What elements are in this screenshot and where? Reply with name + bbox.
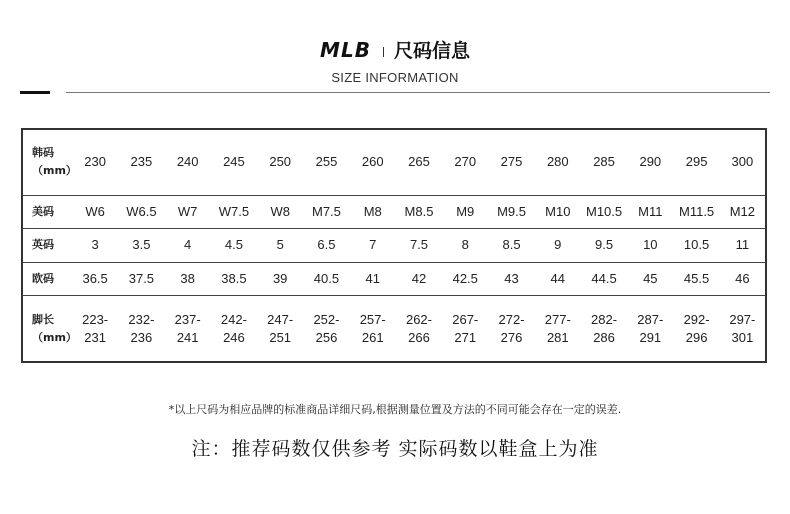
size-cell: 37.5 bbox=[118, 262, 164, 296]
size-cell: 260 bbox=[350, 129, 396, 195]
size-cell-line: 281 bbox=[546, 329, 569, 345]
size-cell: 295 bbox=[673, 129, 719, 195]
size-cell bbox=[720, 296, 766, 362]
title-divider bbox=[383, 47, 384, 57]
size-cell: 240 bbox=[165, 129, 211, 195]
size-cell bbox=[165, 296, 211, 362]
size-cell: 10.5 bbox=[673, 229, 719, 263]
size-cell: W7 bbox=[165, 195, 211, 229]
size-cell: M9 bbox=[442, 195, 488, 229]
size-cell: M11 bbox=[627, 195, 673, 229]
row-label bbox=[22, 129, 77, 195]
size-cell-line: 236 bbox=[130, 329, 153, 345]
size-cell: 42.5 bbox=[442, 262, 488, 296]
size-cell: 43 bbox=[488, 262, 534, 296]
row-label bbox=[22, 262, 72, 296]
size-cell: W6.5 bbox=[118, 195, 164, 229]
size-cell: 6.5 bbox=[303, 229, 349, 263]
us-size-row bbox=[22, 195, 766, 229]
korean-size-row bbox=[22, 129, 766, 195]
page-header bbox=[0, 0, 790, 100]
title-row bbox=[0, 38, 790, 63]
size-cell: 36.5 bbox=[72, 262, 118, 296]
size-cell bbox=[442, 296, 488, 362]
size-cell: 39 bbox=[257, 262, 303, 296]
row-label bbox=[22, 296, 77, 362]
size-cell-line: 261 bbox=[361, 329, 384, 345]
size-cell: 9.5 bbox=[581, 229, 627, 263]
size-cell bbox=[488, 296, 534, 362]
size-cell: 10 bbox=[627, 229, 673, 263]
size-cell: W8 bbox=[257, 195, 303, 229]
page-subtitle: SIZE INFORMATION bbox=[331, 70, 459, 85]
row-label-line: 美码 bbox=[32, 204, 54, 218]
size-cell: 45.5 bbox=[673, 262, 719, 296]
size-cell bbox=[396, 296, 442, 362]
size-cell: 270 bbox=[442, 129, 488, 195]
size-cell-line: 266 bbox=[408, 329, 430, 345]
size-cell: 40.5 bbox=[303, 262, 349, 296]
size-cell: 290 bbox=[627, 129, 673, 195]
size-cell: 44.5 bbox=[581, 262, 627, 296]
size-cell-line: 291 bbox=[639, 329, 662, 345]
size-cell: M11.5 bbox=[673, 195, 719, 229]
row-label-line: 韩码 bbox=[32, 146, 54, 160]
size-cell-line: 247- bbox=[267, 311, 294, 327]
page-title: 尺码信息 bbox=[393, 40, 470, 62]
size-cell: 285 bbox=[581, 129, 627, 195]
row-label-line: 英码 bbox=[32, 238, 54, 252]
size-cell: 3 bbox=[72, 229, 118, 263]
size-cell: W6 bbox=[72, 195, 118, 229]
size-cell: 3.5 bbox=[118, 229, 164, 263]
size-cell: 250 bbox=[257, 129, 303, 195]
size-cell: 8.5 bbox=[488, 229, 534, 263]
size-cell bbox=[673, 296, 719, 362]
size-cell-line: 257- bbox=[359, 311, 386, 327]
size-cell: 42 bbox=[396, 262, 442, 296]
size-cell-line: 272- bbox=[498, 311, 525, 327]
row-label bbox=[22, 195, 72, 229]
size-cell bbox=[535, 296, 581, 362]
row-label bbox=[22, 229, 72, 263]
brand-logo: MLB bbox=[320, 38, 371, 62]
size-cell-line: 223- bbox=[82, 311, 109, 327]
size-cell-line: 282- bbox=[591, 311, 618, 327]
size-cell: 230 bbox=[72, 129, 118, 195]
size-cell: 7 bbox=[350, 229, 396, 263]
size-cell-line: 246 bbox=[223, 329, 245, 345]
size-cell bbox=[350, 296, 396, 362]
size-cell: M12 bbox=[720, 195, 766, 229]
size-cell-line: 297- bbox=[729, 311, 756, 327]
size-cell: M7.5 bbox=[303, 195, 349, 229]
size-cell: 5 bbox=[257, 229, 303, 263]
row-label-line: （mm） bbox=[32, 330, 77, 344]
size-cell-line: 231 bbox=[84, 329, 106, 345]
size-cell: 235 bbox=[118, 129, 164, 195]
size-cell: 38.5 bbox=[211, 262, 257, 296]
size-cell: W7.5 bbox=[211, 195, 257, 229]
size-cell-line: 252- bbox=[313, 311, 340, 327]
size-cell-line: 286 bbox=[593, 329, 615, 345]
size-cell: 245 bbox=[211, 129, 257, 195]
size-cell bbox=[581, 296, 627, 362]
size-cell-line: 237- bbox=[174, 311, 201, 327]
size-cell bbox=[72, 296, 118, 362]
size-cell: 7.5 bbox=[396, 229, 442, 263]
size-cell bbox=[627, 296, 673, 362]
size-notice: 注：推荐码数仅供参考 实际码数以鞋盒上为准 bbox=[191, 438, 599, 460]
size-cell: M9.5 bbox=[488, 195, 534, 229]
size-cell: 46 bbox=[720, 262, 766, 296]
size-cell: 275 bbox=[488, 129, 534, 195]
size-cell: 300 bbox=[720, 129, 766, 195]
foot-length-row bbox=[22, 296, 766, 362]
size-cell-line: 232- bbox=[128, 311, 155, 327]
eu-size-row bbox=[22, 262, 766, 296]
size-cell: 4.5 bbox=[211, 229, 257, 263]
size-cell-line: 287- bbox=[637, 311, 664, 327]
row-label-line: （mm） bbox=[32, 164, 77, 178]
accent-rule bbox=[20, 91, 50, 94]
size-cell: 4 bbox=[165, 229, 211, 263]
size-cell bbox=[257, 296, 303, 362]
uk-size-row bbox=[22, 229, 766, 263]
size-cell-line: 242- bbox=[220, 311, 247, 327]
size-cell-line: 251 bbox=[269, 329, 292, 345]
size-cell-line: 267- bbox=[452, 311, 479, 327]
size-cell: 8 bbox=[442, 229, 488, 263]
row-label-line: 欧码 bbox=[32, 272, 54, 286]
row-label-line: 脚长 bbox=[32, 312, 54, 326]
size-cell-line: 276 bbox=[500, 329, 523, 345]
size-disclaimer: *以上尺码为相应品牌的标准商品详细尺码,根据测量位置及方法的不同可能会存在一定的误差. bbox=[168, 403, 622, 416]
size-cell-line: 271 bbox=[454, 329, 477, 345]
size-cell: 45 bbox=[627, 262, 673, 296]
size-table bbox=[21, 128, 767, 363]
size-cell: 280 bbox=[535, 129, 581, 195]
size-cell-line: 256 bbox=[315, 329, 338, 345]
size-cell: 11 bbox=[720, 229, 766, 263]
size-cell: 41 bbox=[350, 262, 396, 296]
size-cell: M8 bbox=[350, 195, 396, 229]
size-cell: M10.5 bbox=[581, 195, 627, 229]
size-cell bbox=[118, 296, 164, 362]
size-cell-line: 262- bbox=[405, 311, 432, 327]
size-cell-line: 296 bbox=[685, 329, 708, 345]
size-cell bbox=[303, 296, 349, 362]
size-cell-line: 301 bbox=[731, 329, 754, 345]
size-cell-line: 277- bbox=[544, 311, 571, 327]
size-cell: 265 bbox=[396, 129, 442, 195]
size-cell: M10 bbox=[535, 195, 581, 229]
size-cell-line: 292- bbox=[683, 311, 710, 327]
size-cell: M8.5 bbox=[396, 195, 442, 229]
size-cell: 255 bbox=[303, 129, 349, 195]
size-cell-line: 241 bbox=[176, 329, 199, 345]
size-cell bbox=[211, 296, 257, 362]
size-cell: 38 bbox=[165, 262, 211, 296]
size-cell: 44 bbox=[535, 262, 581, 296]
size-cell: 9 bbox=[535, 229, 581, 263]
header-rule bbox=[66, 92, 770, 93]
